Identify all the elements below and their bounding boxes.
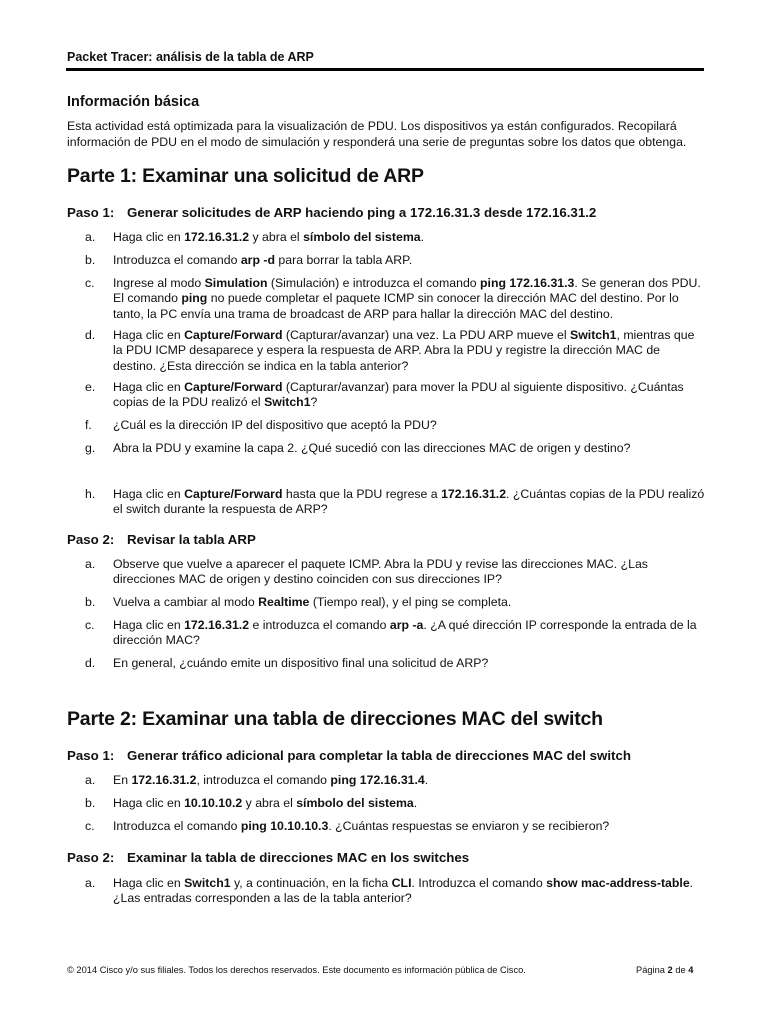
item-letter: c. xyxy=(85,276,95,290)
header-rule xyxy=(66,68,704,71)
item-text: Introduzca el comando arp -d para borrar la tabla ARP. xyxy=(113,253,413,267)
part2-step1-heading xyxy=(67,748,631,763)
info-heading: Información básica xyxy=(67,94,200,110)
item-letter: d. xyxy=(85,656,96,670)
item-text: En general, ¿cuándo emite un dispositivo final una solicitud de ARP? xyxy=(113,656,489,670)
item-text: Ingrese al modo Simulation (Simulación) e introduzca el comando ping 172.16.31.3. Se generan dos PDU. El comando ping no puede completar el paquete ICMP sin conocer la dirección MAC del destino. Por lo tanto, la PC envía una trama de broadcast de ARP para hallar la dirección MAC del destino. xyxy=(113,276,701,321)
part2-step2-heading xyxy=(67,850,469,865)
document-header-title: Packet Tracer: análisis de la tabla de ARP xyxy=(67,50,314,64)
item-text: Haga clic en Capture/Forward hasta que la PDU regrese a 172.16.31.2. ¿Cuántas copias de la PDU realizó el switch durante la respuesta de ARP? xyxy=(113,487,705,517)
item-text: ¿Cuál es la dirección IP del dispositivo que aceptó la PDU? xyxy=(113,418,437,432)
item-text: Observe que vuelve a aparecer el paquete ICMP. Abra la PDU y revise las direcciones MAC. ¿Las direcciones MAC de origen y destino coinciden con sus direcciones IP? xyxy=(113,557,648,587)
item-letter: d. xyxy=(85,328,96,342)
item-letter: b. xyxy=(85,595,96,609)
item-text: Haga clic en 172.16.31.2 y abra el símbolo del sistema. xyxy=(113,230,425,244)
item-letter: b. xyxy=(85,796,96,810)
item-letter: a. xyxy=(85,230,96,244)
footer-page-number xyxy=(636,965,693,975)
item-text: Introduzca el comando ping 10.10.10.3. ¿Cuántas respuestas se enviaron y se recibieron? xyxy=(113,819,610,833)
item-letter: c. xyxy=(85,618,95,632)
item-text: En 172.16.31.2, introduzca el comando ping 172.16.31.4. xyxy=(113,773,429,787)
item-text: Haga clic en Capture/Forward (Capturar/avanzar) una vez. La PDU ARP mueve el Switch1, mientras que la PDU ICMP desaparece y espera la respuesta de ARP. Abra la PDU y registre la dirección MAC de destino. ¿Esta dirección se indica en la tabla anterior? xyxy=(113,328,695,373)
step-number: Paso 2: xyxy=(67,850,115,865)
item-text: Haga clic en 172.16.31.2 e introduzca el comando arp -a. ¿A qué dirección IP corresponde la entrada de la dirección MAC? xyxy=(113,618,697,648)
part1-step1-heading xyxy=(67,205,596,220)
item-letter: f. xyxy=(85,418,92,432)
item-letter: c. xyxy=(85,819,95,833)
item-letter: b. xyxy=(85,253,96,267)
item-text: Haga clic en Switch1 y, a continuación, en la ficha CLI. Introduzca el comando show mac-address-table. ¿Las entradas corresponden a las de la tabla anterior? xyxy=(113,876,694,906)
step-title: Examinar la tabla de direcciones MAC en los switches xyxy=(127,850,470,865)
item-text: Vuelva a cambiar al modo Realtime (Tiempo real), y el ping se completa. xyxy=(113,595,512,609)
part1-title: Parte 1: Examinar una solicitud de ARP xyxy=(67,165,424,187)
item-text: Abra la PDU y examine la capa 2. ¿Qué sucedió con las direcciones MAC de origen y destino? xyxy=(113,441,631,455)
step-number: Paso 1: xyxy=(67,748,115,763)
step-title: Generar solicitudes de ARP haciendo ping a 172.16.31.3 desde 172.16.31.2 xyxy=(127,205,597,220)
item-text: Haga clic en Capture/Forward (Capturar/avanzar) para mover la PDU al siguiente dispositivo. ¿Cuántas copias de la PDU realizó el Switch1? xyxy=(113,380,684,410)
item-letter: h. xyxy=(85,487,96,501)
page-of: de xyxy=(675,965,686,975)
page-total: 4 xyxy=(688,965,694,975)
info-paragraph: Esta actividad está optimizada para la visualización de PDU. Los dispositivos ya están configurados. Recopilará información de PDU en el modo de simulación y responderá una serie de preguntas sobre los datos que obtenga. xyxy=(67,119,687,149)
footer-copyright: © 2014 Cisco y/o sus filiales. Todos los derechos reservados. Este documento es información pública de Cisco. xyxy=(67,965,526,975)
item-letter: a. xyxy=(85,773,96,787)
step-number: Paso 2: xyxy=(67,532,115,547)
item-letter: a. xyxy=(85,876,96,890)
step-number: Paso 1: xyxy=(67,205,115,220)
part2-title: Parte 2: Examinar una tabla de direcciones MAC del switch xyxy=(67,708,603,730)
page-current: 2 xyxy=(667,965,673,975)
item-text: Haga clic en 10.10.10.2 y abra el símbolo del sistema. xyxy=(113,796,418,810)
part1-step2-heading xyxy=(67,532,256,547)
item-letter: a. xyxy=(85,557,96,571)
item-letter: e. xyxy=(85,380,96,394)
step-title: Revisar la tabla ARP xyxy=(127,532,256,547)
step-title: Generar tráfico adicional para completar la tabla de direcciones MAC del switch xyxy=(127,748,631,763)
page-label: Página xyxy=(636,965,665,975)
item-letter: g. xyxy=(85,441,96,455)
